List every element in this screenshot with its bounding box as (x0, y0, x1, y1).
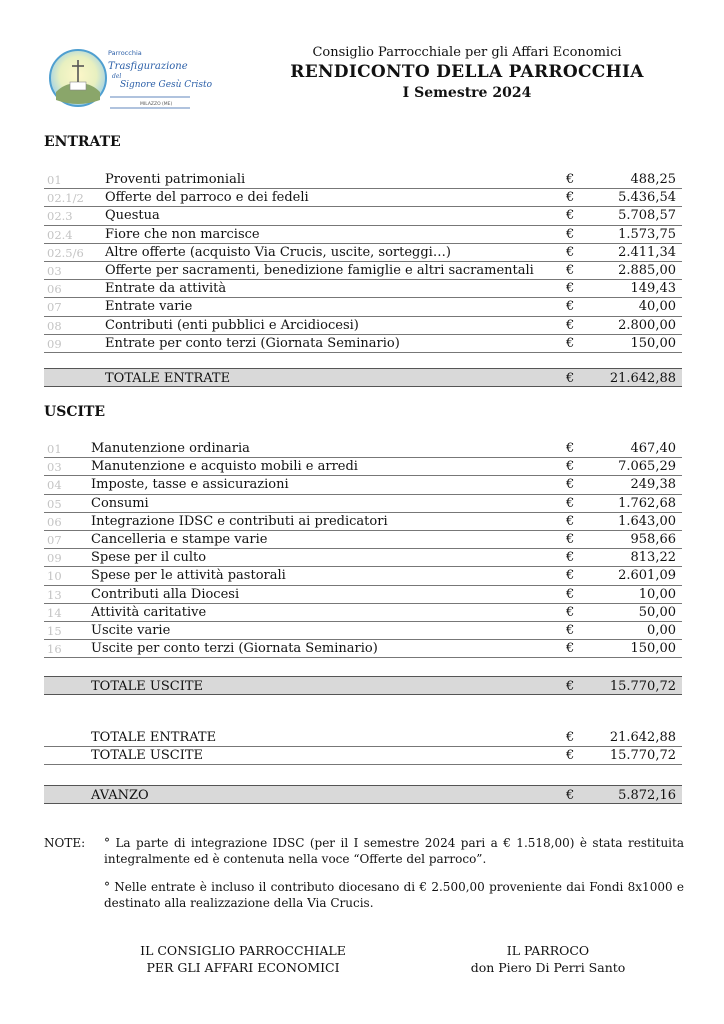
row-currency: € (566, 622, 575, 638)
row-label: Fiore che non marcisce (105, 226, 260, 242)
row-amount: 40,00 (638, 299, 676, 315)
row-amount: 2.601,09 (618, 568, 676, 584)
signature-council-line1: IL CONSIGLIO PARROCCHIALE (140, 943, 346, 958)
row-amount: 1.762,68 (618, 495, 676, 511)
table-row (44, 207, 682, 225)
row-label: Altre offerte (acquisto Via Crucis, uscite, sorteggi…) (105, 244, 451, 260)
row-code: 04 (47, 478, 62, 493)
summary-label: TOTALE USCITE (91, 748, 204, 764)
row-amount: 813,22 (630, 550, 676, 566)
table-row (44, 458, 682, 476)
row-currency: € (566, 477, 575, 493)
row-code: 03 (47, 263, 62, 278)
row-code: 10 (47, 569, 62, 584)
row-label: Uscite per conto terzi (Giornata Seminario) (91, 641, 378, 657)
parish-logo (46, 42, 213, 114)
row-label: Contributi (enti pubblici e Arcidiocesi) (105, 317, 359, 333)
table-row (44, 335, 682, 353)
row-label: Imposte, tasse e assicurazioni (91, 477, 289, 493)
row-currency: € (566, 531, 575, 547)
row-amount: 150,00 (630, 641, 676, 657)
row-amount: 1.573,75 (618, 226, 676, 242)
logo-text-parrocchia: Parrocchia (108, 49, 142, 57)
row-label: Manutenzione ordinaria (91, 441, 250, 456)
table-row (44, 476, 682, 494)
row-amount: 467,40 (630, 441, 676, 456)
uscite-total-row (44, 676, 682, 695)
row-currency: € (566, 317, 575, 333)
summary-table (44, 729, 682, 765)
row-code: 15 (47, 623, 62, 638)
row-currency: € (566, 495, 575, 511)
row-label: Consumi (91, 495, 149, 511)
row-currency: € (566, 172, 575, 187)
row-label: Contributi alla Diocesi (91, 586, 240, 602)
entrate-total-currency: € (566, 371, 575, 386)
row-amount: 958,66 (630, 531, 676, 547)
row-code: 02.4 (47, 227, 73, 242)
summary-label: TOTALE ENTRATE (91, 730, 217, 745)
signature-parroco-line1: IL PARROCO (506, 943, 590, 958)
row-currency: € (566, 244, 575, 260)
entrate-total-label: TOTALE ENTRATE (105, 371, 231, 386)
row-amount: 10,00 (638, 586, 676, 602)
table-row (44, 226, 682, 244)
row-code: 05 (47, 496, 62, 511)
signature-parroco (448, 942, 648, 976)
summary-row-entrate (44, 729, 682, 747)
row-label: Integrazione IDSC e contributi ai predicatori (91, 513, 388, 529)
row-label: Uscite varie (91, 622, 171, 638)
row-amount: 1.643,00 (618, 513, 676, 529)
row-currency: € (566, 299, 575, 315)
uscite-total-currency: € (566, 679, 575, 694)
table-row (44, 495, 682, 513)
note-idsc: ° La parte di integrazione IDSC (per il I semestre 2024 pari a € 1.518,00) è stata restituita integralmente ed è contenuta nella voce “Offerte del parroco”. (104, 836, 684, 866)
logo-text-del: del (112, 73, 122, 80)
row-label: Spese per le attività pastorali (91, 568, 286, 584)
row-label: Questua (105, 208, 160, 224)
row-currency: € (566, 335, 575, 351)
table-row (44, 640, 682, 658)
signature-parroco-line2: don Piero Di Perri Santo (470, 960, 626, 975)
row-code: 06 (47, 282, 62, 297)
summary-row-uscite (44, 747, 682, 765)
table-row (44, 622, 682, 640)
uscite-total-label: TOTALE USCITE (91, 679, 204, 694)
table-row (44, 189, 682, 207)
row-amount: 488,25 (630, 172, 676, 187)
avanzo-amount: 5.872,16 (618, 788, 676, 803)
notes-label: NOTE: (44, 836, 86, 850)
logo-text-trasfigurazione: Trasfigurazione (108, 61, 188, 72)
row-label: Spese per il culto (91, 550, 207, 566)
row-amount: 150,00 (630, 335, 676, 351)
row-code: 02.5/6 (47, 245, 84, 260)
row-label: Attività caritative (91, 604, 207, 620)
table-row (44, 244, 682, 262)
summary-amount: 15.770,72 (609, 748, 676, 764)
table-row (44, 171, 682, 189)
document-header (240, 44, 694, 103)
table-row (44, 298, 682, 316)
row-code: 07 (47, 532, 62, 547)
entrate-total-amount: 21.642,88 (609, 371, 676, 386)
row-amount: 0,00 (647, 622, 676, 638)
table-row (44, 531, 682, 549)
row-currency: € (566, 641, 575, 657)
table-row (44, 513, 682, 531)
signature-council-line2: PER GLI AFFARI ECONOMICI (146, 960, 340, 975)
entrate-total-row (44, 368, 682, 387)
row-code: 09 (47, 551, 62, 566)
row-code: 02.3 (47, 209, 73, 224)
row-currency: € (566, 513, 575, 529)
row-currency: € (566, 586, 575, 602)
row-code: 13 (47, 587, 62, 602)
table-row (44, 549, 682, 567)
logo-text-milazzo: MILAZZO (ME) (140, 102, 173, 107)
row-label: Proventi patrimoniali (105, 172, 246, 187)
table-row (44, 586, 682, 604)
table-row (44, 440, 682, 458)
table-row (44, 604, 682, 622)
row-code: 03 (47, 460, 62, 475)
row-currency: € (566, 190, 575, 206)
row-currency: € (566, 459, 575, 475)
row-label: Entrate da attività (105, 281, 227, 297)
row-label: Offerte per sacramenti, benedizione famiglie e altri sacramentali (105, 262, 534, 278)
row-currency: € (566, 550, 575, 566)
row-code: 08 (47, 318, 62, 333)
row-amount: 50,00 (638, 604, 676, 620)
uscite-total-amount: 15.770,72 (609, 679, 676, 694)
entrate-table (44, 171, 682, 353)
row-code: 06 (47, 514, 62, 529)
row-amount: 2.800,00 (618, 317, 676, 333)
row-code: 14 (47, 605, 62, 620)
row-currency: € (566, 441, 575, 456)
avanzo-currency: € (566, 788, 575, 803)
row-currency: € (566, 226, 575, 242)
row-amount: 7.065,29 (618, 459, 676, 475)
summary-currency: € (566, 730, 575, 745)
row-label: Entrate per conto terzi (Giornata Seminario) (105, 335, 400, 351)
table-row (44, 317, 682, 335)
signature-council (118, 942, 368, 976)
row-code: 16 (47, 642, 62, 657)
row-code: 07 (47, 300, 62, 315)
row-amount: 149,43 (630, 281, 676, 297)
table-row (44, 262, 682, 280)
row-currency: € (566, 568, 575, 584)
row-label: Entrate varie (105, 299, 193, 315)
row-label: Manutenzione e acquisto mobili e arredi (91, 459, 358, 475)
table-row (44, 567, 682, 585)
summary-amount: 21.642,88 (609, 730, 676, 745)
row-currency: € (566, 281, 575, 297)
note-8x1000: ° Nelle entrate è incluso il contributo diocesano di € 2.500,00 proveniente dai Fondi 8x1000 e destinato alla realizzazione della Via Crucis. (104, 880, 684, 910)
row-amount: 5.436,54 (618, 190, 676, 206)
uscite-table (44, 440, 682, 658)
row-code: 01 (47, 173, 62, 187)
row-label: Offerte del parroco e dei fedeli (105, 190, 309, 206)
council-name: Consiglio Parrocchiale per gli Affari Economici (312, 45, 622, 60)
row-code: 09 (47, 336, 62, 351)
document-title: RENDICONTO DELLA PARROCCHIA (290, 62, 644, 82)
parish-logo-graphic (46, 42, 213, 114)
table-row (44, 280, 682, 298)
logo-text-signore: Signore Gesù Cristo (120, 80, 213, 90)
row-label: Cancelleria e stampe varie (91, 531, 268, 547)
row-currency: € (566, 604, 575, 620)
row-amount: 2.411,34 (618, 244, 676, 260)
uscite-section-title: USCITE (44, 404, 106, 420)
row-amount: 2.885,00 (618, 262, 676, 278)
row-code: 01 (47, 442, 62, 456)
row-currency: € (566, 208, 575, 224)
row-amount: 249,38 (630, 477, 676, 493)
row-currency: € (566, 262, 575, 278)
row-amount: 5.708,57 (618, 208, 676, 224)
summary-currency: € (566, 748, 575, 764)
avanzo-row (44, 785, 682, 804)
document-period: I Semestre 2024 (402, 85, 532, 101)
row-code: 02.1/2 (47, 191, 84, 206)
avanzo-label: AVANZO (91, 788, 149, 803)
entrate-section-title: ENTRATE (44, 134, 121, 150)
